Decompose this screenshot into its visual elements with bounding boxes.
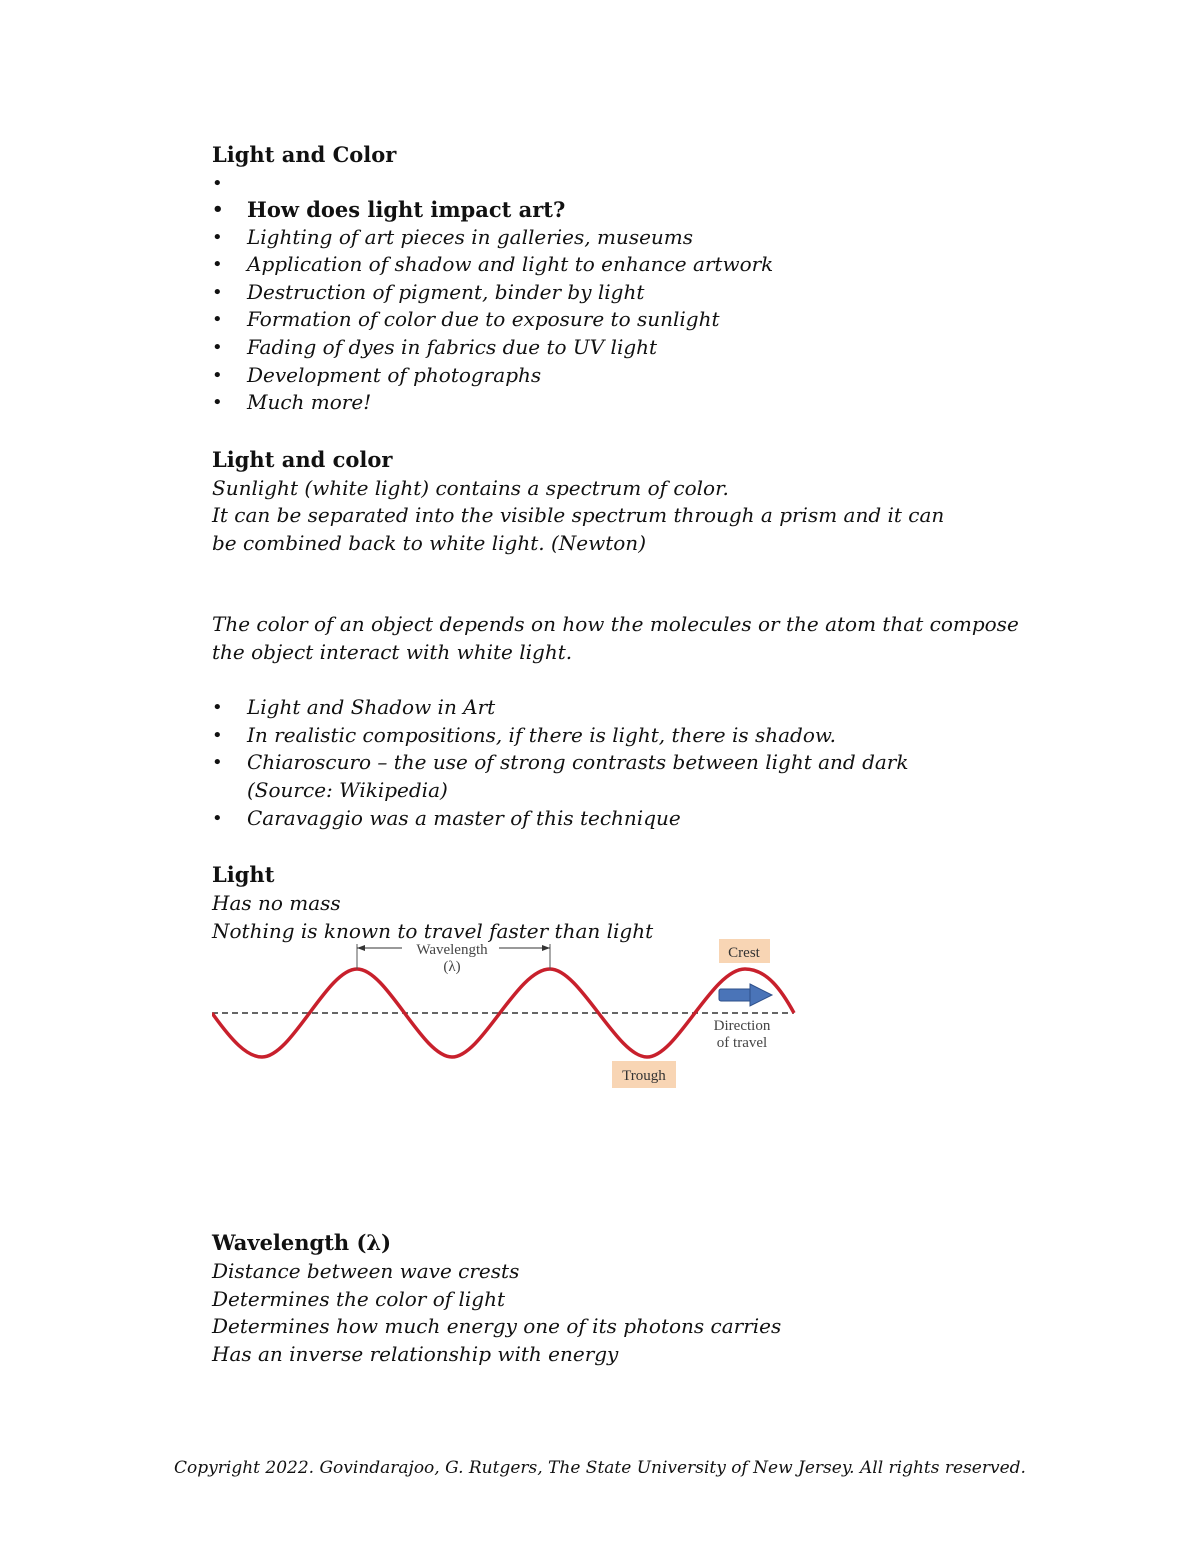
wave-diagram bbox=[212, 936, 812, 1096]
list-item: • In realistic compositions, if there is light, there is shadow. bbox=[212, 722, 1032, 750]
paragraph-line: Determines the color of light bbox=[212, 1286, 506, 1311]
section-title-light-and-color: Light and Color bbox=[212, 142, 397, 167]
list-item: • Light and Shadow in Art bbox=[212, 694, 1032, 722]
section-title-wavelength: Wavelength (λ) bbox=[212, 1230, 392, 1255]
arrowhead-right bbox=[542, 945, 550, 951]
direction-label-2: of travel bbox=[716, 1035, 768, 1051]
document-body bbox=[212, 140, 1032, 945]
paragraph-prism: It can be separated into the visible spectrum through a prism and it can be combined back to white light. (Newton) bbox=[212, 503, 945, 555]
section-title-light-and-color-2: Light and color bbox=[212, 446, 393, 472]
list-item: • Development of photographs bbox=[212, 362, 1032, 390]
copyright-footer: Copyright 2022. Govindarajoo, G. Rutgers, The State University of New Jersey. All rights reserved. bbox=[174, 1458, 1026, 1478]
paragraph-no-mass: Has no mass bbox=[212, 891, 341, 916]
crest-label: Crest bbox=[728, 945, 760, 961]
wavelength-label: Wavelength bbox=[416, 942, 488, 958]
list-item: • Chiaroscuro – the use of strong contrasts between light and dark (Source: Wikipedia) bbox=[212, 749, 967, 804]
arrowhead-left bbox=[357, 945, 365, 951]
wavelength-section bbox=[212, 1228, 1032, 1368]
paragraph-fastest: Nothing is known to travel faster than light bbox=[212, 918, 654, 943]
list-item: • Caravaggio was a master of this technique bbox=[212, 805, 1032, 833]
direction-label-1: Direction bbox=[713, 1018, 771, 1034]
list-item: • Formation of color due to exposure to sunlight bbox=[212, 306, 1032, 334]
empty-bullet bbox=[212, 170, 1032, 196]
list-item: • Lighting of art pieces in galleries, museums bbox=[212, 224, 1032, 252]
trough-label: Trough bbox=[622, 1068, 666, 1084]
paragraph-line: Distance between wave crests bbox=[212, 1259, 520, 1283]
list-item: • Much more! bbox=[212, 389, 1032, 417]
list-item: • Fading of dyes in fabrics due to UV light bbox=[212, 334, 1032, 362]
lambda-label: (λ) bbox=[443, 959, 461, 975]
list-item: • Destruction of pigment, binder by light bbox=[212, 279, 1032, 307]
paragraph-line: Determines how much energy one of its photons carries bbox=[212, 1314, 782, 1338]
section-title-light: Light bbox=[212, 862, 275, 888]
bullet-list-shadow bbox=[212, 694, 1032, 832]
bullet-list-art bbox=[212, 170, 1032, 417]
wave-svg bbox=[212, 936, 812, 1096]
paragraph-line: Has an inverse relationship with energy bbox=[212, 1341, 619, 1366]
direction-arrow-icon bbox=[719, 984, 772, 1006]
paragraph-object-color: The color of an object depends on how the molecules or the atom that compose the object interact with white light. bbox=[212, 612, 1019, 664]
paragraph-sunlight: Sunlight (white light) contains a spectrum of color. bbox=[212, 475, 729, 500]
list-item: • Application of shadow and light to enhance artwork bbox=[212, 251, 1032, 279]
question-item: • How does light impact art? bbox=[212, 196, 1032, 224]
